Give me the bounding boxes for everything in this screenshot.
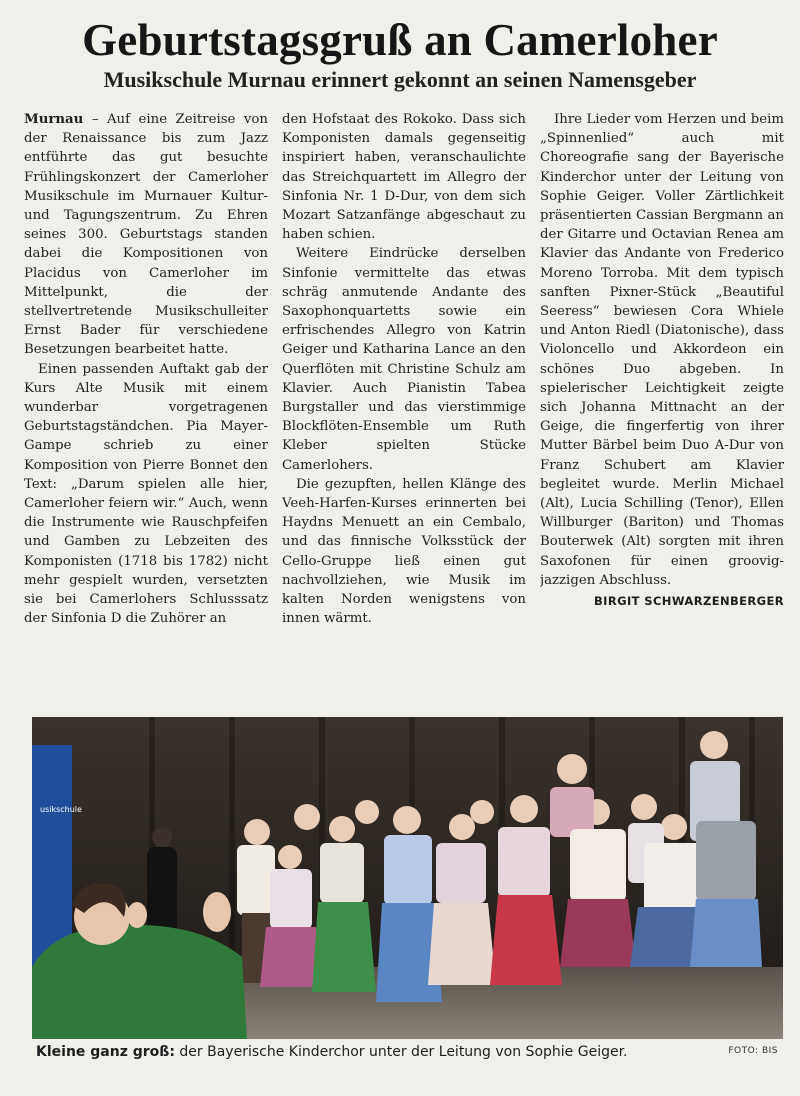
caption-text: der Bayerische Kinderchor unter der Leitung von Sophie Geiger. [174,1044,628,1060]
paragraph: Weitere Eindrücke derselben Sinfonie vermittelte das etwas schräg anmutende Andante des Saxophonquartetts sowie ein erfrischendes Allegro von Katrin Geiger und Katharina Lance an den Querflöten mit Christine Schulz am Klavier. Auch Pianistin Tabea Burgstaller und das vierstimmige Blockflöten-Ensemble um Ruth Kleber spielten Stücke Camerlohers. [282,246,526,473]
banner-text: usikschule [40,805,82,814]
article-body [24,110,784,705]
column-1 [24,110,268,705]
choir-photo-illustration [32,717,783,1039]
paragraph [24,110,268,360]
column-2 [282,110,526,705]
concert-photo [32,717,783,1039]
dateline: Murnau [24,112,84,127]
photo-credit: FOTO: BIS [728,1046,778,1056]
paragraph: Die gezupften, hellen Klänge des Veeh-Harfen-Kurses erinnerten bei Haydns Menuett an ein Cembalo, und das finnische Volksstück der Cello-Gruppe ließ einen gut nachvollziehen, wie Musik im kalten Norden wenigstens von innen wärmt. [282,476,526,627]
paragraph: den Hofstaat des Rokoko. Dass sich Komponisten damals gegenseitig inspiriert haben, veranschaulichte das Streichquartett im Allegro der Sinfonia Nr. 1 D-Dur, von dem sich Mozart Satzanfänge abgeschaut zu haben schien. [282,112,526,243]
headline: Geburtstagsgruß an Camerloher [82,15,718,65]
paragraph: Einen passenden Auftakt gab der Kurs Alte Musik mit einem wunderbar vorgetragenen Geburtstagständchen. Pia Mayer-Gampe schrieb zu einer Komposition von Pierre Bonnet den Text: „Darum spielen alle hier, Camerloher feiern wir.“ Auch, wenn die Instrumente wie Rauschpfeifen und Gamben zu Lebzeiten des Komponisten (1718 bis 1782) nicht mehr gespielt wurden, versetzten sie bei Camerlohers Schlusssatz der Sinfonia D die Zuhörer an [24,361,268,627]
subheadline: Musikschule Murnau erinnert gekonnt an seinen Namensgeber [103,67,697,92]
paragraph: Ihre Lieder vom Herzen und beim „Spinnenlied“ auch mit Choreografie sang der Bayerische Kinderchor unter der Leitung von Sophie Geiger. Voller Zärtlichkeit präsentierten Cassian Bergmann an der Gitarre und Octavian Renea am Klavier das Andante von Frederico Moreno Torroba. Mit dem typisch sanften Pixner-Stück „Beautiful Seeress“ bewiesen Cora Whiele und Anton Riedl (Diatonische), dass Violoncello und Akkordeon ein schönes Duo abgeben. In spielerischer Leichtigkeit zeigte sich Johanna Mittnacht an der Geige, die fingerfertig von ihrer Mutter Bärbel beim Duo A-Dur von Franz Schubert am Klavier begleitet wurde. Merlin Michael (Alt), Lucia Schilling (Tenor), Ellen Willburger (Bariton) und Thomas Bouterwek (Alt) sorgten mit ihren Saxofonen für einen groovig-jazzigen Abschluss. [540,112,784,588]
column-3 [540,110,784,705]
photo-caption [36,1042,736,1062]
caption-lead: Kleine ganz groß: [36,1044,175,1060]
author-byline: BIRGIT SCHWARZENBERGER [594,594,784,609]
paragraph-text: – Auf eine Zeitreise von der Renaissance bis zum Jazz entführte das gut besuchte Frühlingskonzert der Camerloher Musikschule im Murnauer Kultur- und Tagungszentrum. Zu Ehren seines 300. Geburtstags standen dabei die Kompositionen von Placidus von Camerloher im Mittelpunkt, die der stellvertretende Musikschulleiter Ernst Bader für verschiedene Besetzungen bearbeitet hatte. [24,112,268,358]
